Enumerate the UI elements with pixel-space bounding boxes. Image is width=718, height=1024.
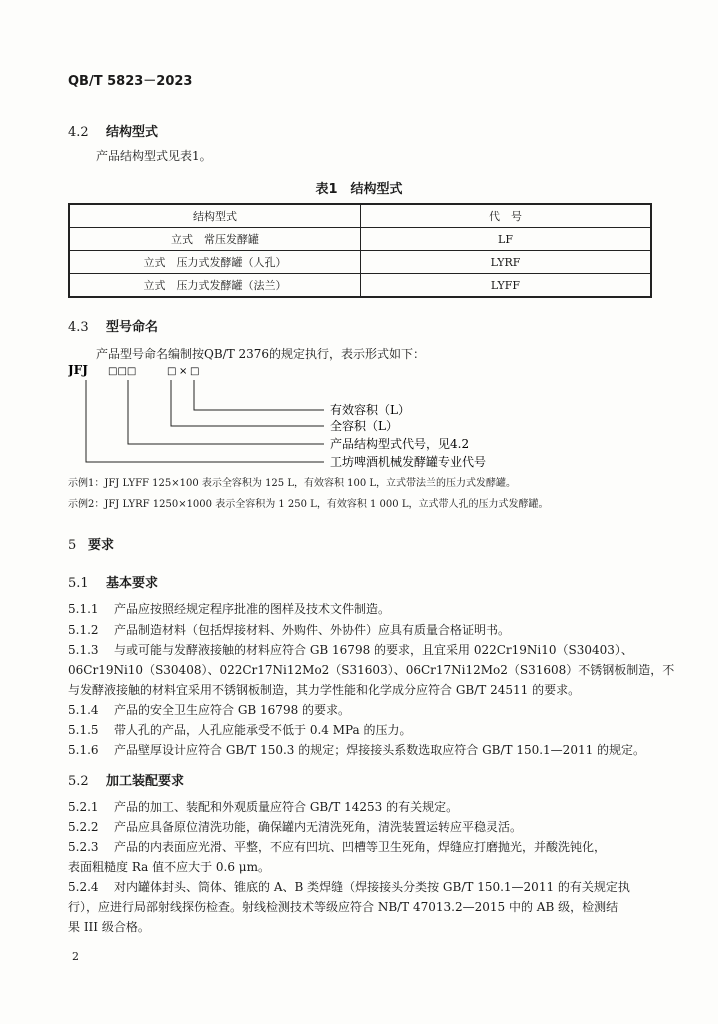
- clause-text: 对内罐体封头、筒体、锥底的 A、B 类焊缝（焊接接头分类按 GB/T 150.1—2011 的有关规定执: [114, 880, 630, 894]
- clause-number: 5.1.2: [68, 623, 99, 637]
- clause-5-1-5: [68, 721, 412, 740]
- clause-number: 5.2.4: [68, 880, 99, 894]
- section-5-2-heading: [68, 770, 184, 789]
- table-cell: LYRF: [361, 251, 652, 274]
- label-total-volume: 全容积（L）: [330, 419, 398, 433]
- table-header-row: [69, 204, 651, 228]
- section-5-1-heading: [68, 572, 158, 591]
- example-2: 示例2：JFJ LYRF 1250×1000 表示全容积为 1 250 L，有效容积 1 000 L，立式带人孔的压力式发酵罐。: [68, 499, 549, 510]
- clause-number: 5.2.1: [68, 800, 99, 814]
- clause-5-1-3: [68, 641, 633, 660]
- code-times: ×: [179, 366, 188, 377]
- clause-5-1-2: [68, 621, 510, 640]
- clause-5-2-4-line-3: 果 III 级合格。: [68, 920, 150, 934]
- section-number: 5: [68, 538, 77, 553]
- clause-text: 产品应具备原位清洗功能，确保罐内无清洗死角，清洗装置运转应平稳灵活。: [114, 820, 523, 834]
- clause-5-1-3-line-3: 与发酵液接触的材料宜采用不锈钢板制造，其力学性能和化学成分应符合 GB/T 24511 的要求。: [68, 683, 581, 697]
- clause-text: 产品应按照经规定程序批准的图样及技术文件制造。: [114, 602, 391, 616]
- clause-number: 5.1.5: [68, 723, 99, 737]
- clause-number: 5.1.6: [68, 743, 99, 757]
- clause-5-1-4: [68, 701, 350, 720]
- table-cell: LYFF: [361, 274, 652, 298]
- code-boxes: □□□: [108, 366, 137, 377]
- section-title: 型号命名: [106, 320, 159, 335]
- table-row: [69, 251, 651, 274]
- clause-number: 5.2.3: [68, 840, 99, 854]
- table-row: [69, 228, 651, 251]
- example-1: 示例1：JFJ LYFF 125×100 表示全容积为 125 L，有效容积 100 L，立式带法兰的压力式发酵罐。: [68, 478, 517, 489]
- clause-5-1-3-line-2: 06Cr19Ni10（S30408）、022Cr17Ni12Mo2（S31603）、06Cr17Ni12Mo2（S31608）不锈钢板制造，不: [68, 663, 675, 677]
- clause-5-2-3: [68, 838, 606, 857]
- table-cell: 立式 常压发酵罐: [69, 228, 361, 251]
- clause-5-2-4-line-2: 行），应进行局部射线探伤检查。射线检测技术等级应符合 NB/T 47013.2—2015 中的 AB 级，检测结: [68, 900, 619, 914]
- model-naming-diagram: [68, 360, 628, 472]
- clause-5-2-3-line-2: 表面粗糙度 Ra 值不应大于 0.6 μm。: [68, 860, 270, 874]
- section-number: 5.1: [68, 576, 89, 591]
- page-number: 2: [72, 950, 79, 963]
- table-row: [69, 274, 651, 298]
- clause-5-1-6: [68, 741, 645, 760]
- clause-text: 产品制造材料（包括焊接材料、外购件、外协件）应具有质量合格证明书。: [114, 623, 511, 637]
- section-4-2-heading: [68, 121, 158, 140]
- code-prefix: JFJ: [68, 363, 88, 377]
- structure-table: [68, 203, 652, 298]
- section-number: 4.2: [68, 125, 89, 140]
- section-number: 4.3: [68, 320, 89, 335]
- clause-5-2-2: [68, 818, 522, 837]
- clause-number: 5.2.2: [68, 820, 99, 834]
- section-4-2-intro: 产品结构型式见表1。: [96, 149, 212, 163]
- table-cell: 立式 压力式发酵罐（法兰）: [69, 274, 361, 298]
- clause-text: 产品壁厚设计应符合 GB/T 150.3 的规定；焊接接头系数选取应符合 GB/T 150.1—2011 的规定。: [114, 743, 646, 757]
- section-5-heading: [68, 534, 114, 553]
- table-cell: LF: [361, 228, 652, 251]
- clause-text: 产品的加工、装配和外观质量应符合 GB/T 14253 的有关规定。: [114, 800, 459, 814]
- clause-number: 5.1.3: [68, 643, 99, 657]
- clause-5-2-1: [68, 798, 458, 817]
- code-box: □: [190, 366, 200, 377]
- section-title: 结构型式: [106, 125, 159, 140]
- clause-number: 5.1.1: [68, 602, 99, 616]
- section-title: 基本要求: [106, 576, 159, 591]
- section-title: 要求: [88, 538, 115, 553]
- section-4-3-intro: 产品型号命名编制按QB/T 2376的规定执行，表示形式如下：: [96, 347, 426, 361]
- label-structure-code: 产品结构型式代号，见4.2: [330, 437, 470, 451]
- standard-code: QB/T 5823－2023: [68, 74, 193, 89]
- table-cell: 立式 压力式发酵罐（人孔）: [69, 251, 361, 274]
- section-number: 5.2: [68, 774, 89, 789]
- table-1-title: 表1 结构型式: [315, 182, 403, 197]
- clause-text: 产品的安全卫生应符合 GB 16798 的要求。: [114, 703, 351, 717]
- table-header-cell: 代 号: [361, 204, 652, 228]
- code-box: □: [167, 366, 177, 377]
- leader-lines: [86, 380, 324, 462]
- section-4-3-heading: [68, 316, 158, 335]
- label-professional-code: 工坊啤酒机械发酵罐专业代号: [330, 455, 487, 469]
- section-title: 加工装配要求: [106, 774, 185, 789]
- table-header-cell: 结构型式: [69, 204, 361, 228]
- label-effective-volume: 有效容积（L）: [330, 403, 410, 417]
- clause-text: 带人孔的产品，人孔应能承受不低于 0.4 MPa 的压力。: [114, 723, 412, 737]
- clause-text: 产品的内表面应光滑、平整，不应有凹坑、凹槽等卫生死角，焊缝应打磨抛光，并酸洗钝化，: [114, 840, 607, 854]
- clause-5-1-1: [68, 600, 390, 619]
- clause-number: 5.1.4: [68, 703, 99, 717]
- clause-text: 与或可能与发酵液接触的材料应符合 GB 16798 的要求，且宜采用 022Cr19Ni10（S30403）、: [114, 643, 633, 657]
- clause-5-2-4: [68, 878, 630, 897]
